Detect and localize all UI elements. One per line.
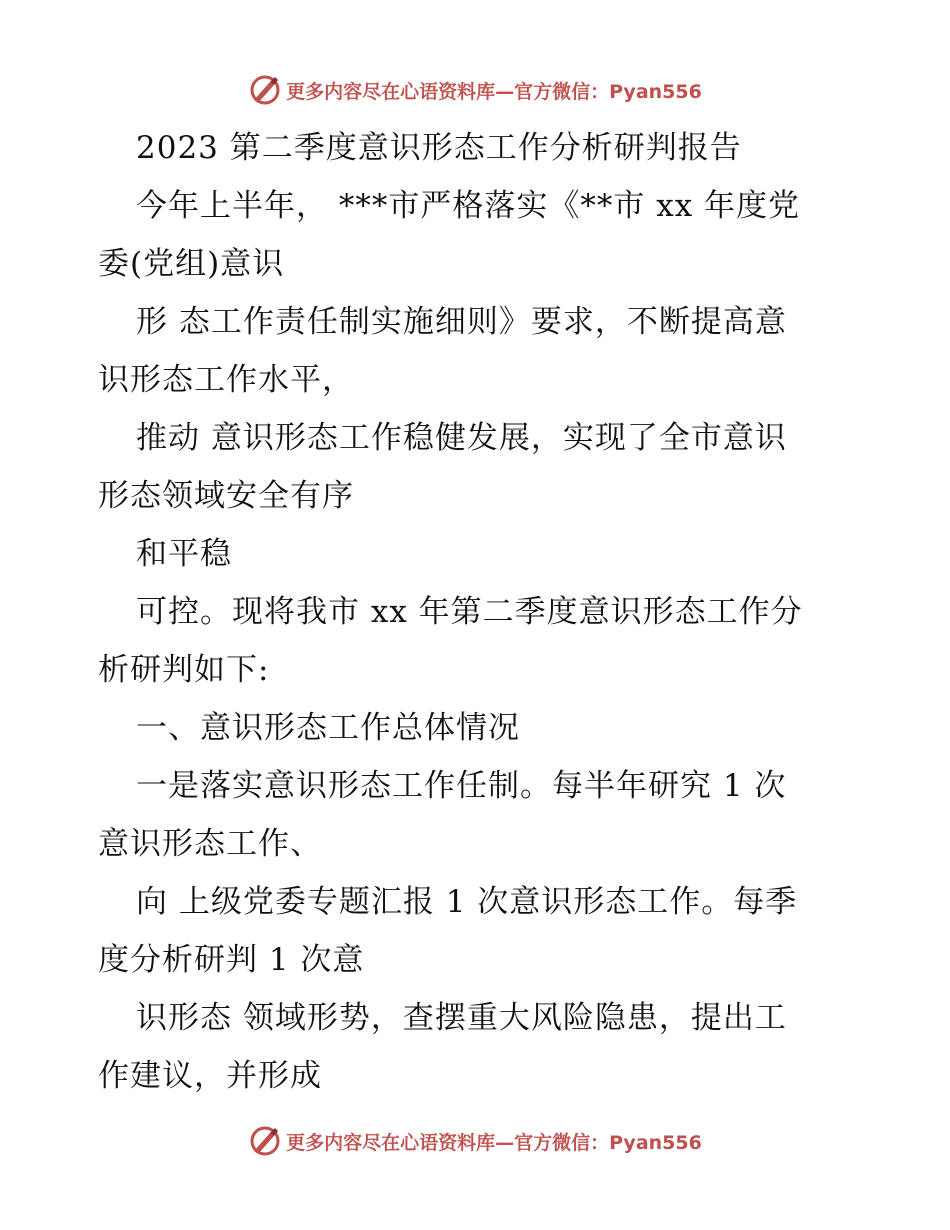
paragraph-line: 度分析研判 1 次意 xyxy=(98,942,365,978)
paragraph-line: 向 上级党委专题汇报 1 次意识形态工作。每季 xyxy=(136,884,798,920)
paragraph-line: 今年上半年， ***市严格落实《**市 xx 年度党 xyxy=(136,188,801,224)
paragraph-line: 作建议，并形成 xyxy=(98,1058,322,1094)
header-watermark-banner xyxy=(0,70,950,110)
paragraph-line: 推动 意识形态工作稳健发展，实现了全市意识 xyxy=(136,420,787,456)
header-watermark-text: 更多内容尽在心语资料库—官方微信：Pyan556 xyxy=(286,80,702,103)
footer-watermark-text: 更多内容尽在心语资料库—官方微信：Pyan556 xyxy=(286,1131,702,1154)
paragraph-line: 析研判如下: xyxy=(98,652,270,688)
pen-logo-icon xyxy=(248,73,282,107)
paragraph-line: 形 态工作责任制实施细则》要求，不断提高意 xyxy=(136,304,787,340)
paragraph-line: 识形态 领域形势，查摆重大风险隐患，提出工 xyxy=(136,1000,787,1036)
paragraph-line: 形态领域安全有序 xyxy=(98,478,354,514)
paragraph-line: 意识形态工作、 xyxy=(98,826,322,862)
document-title: 2023 第二季度意识形态工作分析研判报告 xyxy=(136,130,742,166)
paragraph-line: 和平稳 xyxy=(136,536,232,572)
paragraph-line: 识形态工作水平， xyxy=(98,362,354,398)
paragraph-line: 可控。现将我市 xx 年第二季度意识形态工作分 xyxy=(136,594,803,630)
paragraph-line: 一是落实意识形态工作任制。每半年研究 1 次 xyxy=(136,768,787,804)
paragraph-line: 委(党组)意识 xyxy=(98,246,285,282)
pen-logo-icon xyxy=(248,1124,282,1158)
section-heading: 一、意识形态工作总体情况 xyxy=(136,710,520,746)
footer-watermark-banner xyxy=(0,1121,950,1161)
